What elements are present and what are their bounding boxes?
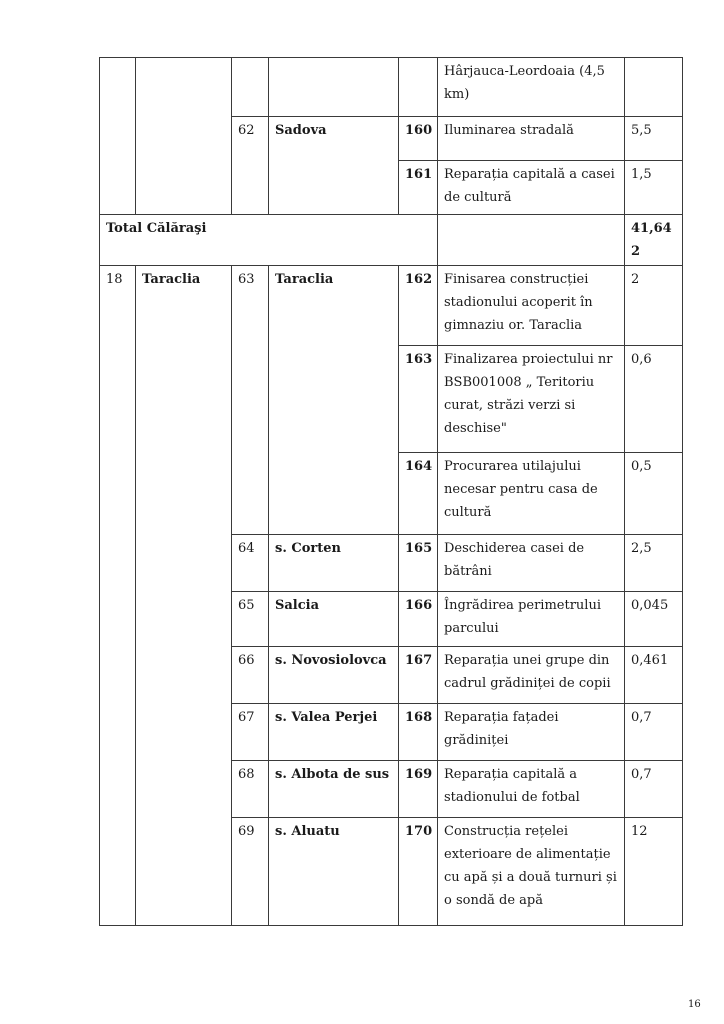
total-label: Total Călăraşi [100, 215, 438, 266]
locality-no-cell: 66 [232, 647, 269, 704]
project-no-cell: 168 [399, 704, 438, 761]
project-no-cell: 167 [399, 647, 438, 704]
locality-name-cell [269, 58, 399, 117]
project-text-cell: Finalizarea proiectului nr BSB001008 „ Teritoriu curat, străzi verzi si deschise" [438, 346, 625, 453]
project-no-cell: 160 [399, 117, 438, 161]
locality-no-cell: 65 [232, 592, 269, 647]
project-text-cell: Îngrădirea perimetrului parcului [438, 592, 625, 647]
locality-name-cell: s. Aluatu [269, 818, 399, 926]
table-row [100, 266, 683, 346]
project-value-cell: 0,5 [625, 453, 683, 535]
locality-no-cell: 68 [232, 761, 269, 818]
project-text-cell: Procurarea utilajului necesar pentru casa de cultură [438, 453, 625, 535]
project-no-cell: 170 [399, 818, 438, 926]
locality-no-cell: 69 [232, 818, 269, 926]
project-text-cell: Construcția rețelei exterioare de alimentație cu apă și a două turnuri și o sondă de apă [438, 818, 625, 926]
project-value-cell: 0,461 [625, 647, 683, 704]
district-name-cell [136, 58, 232, 215]
locality-name-cell: s. Albota de sus [269, 761, 399, 818]
total-value: 41,642 [625, 215, 683, 266]
project-no-cell: 164 [399, 453, 438, 535]
project-text-cell: Iluminarea stradală [438, 117, 625, 161]
project-value-cell: 0,7 [625, 704, 683, 761]
locality-name-cell: Taraclia [269, 266, 399, 535]
locality-no-cell: 64 [232, 535, 269, 592]
project-value-cell: 1,5 [625, 161, 683, 215]
project-value-cell: 2 [625, 266, 683, 346]
project-value-cell [625, 58, 683, 117]
locality-no-cell: 67 [232, 704, 269, 761]
district-no-cell [100, 58, 136, 215]
project-no-cell: 169 [399, 761, 438, 818]
project-no-cell: 166 [399, 592, 438, 647]
locality-no-cell [232, 58, 269, 117]
project-value-cell: 0,6 [625, 346, 683, 453]
locality-name-cell: Salcia [269, 592, 399, 647]
project-no-cell [399, 58, 438, 117]
project-text-cell: Reparația capitală a casei de cultură [438, 161, 625, 215]
project-no-cell: 162 [399, 266, 438, 346]
project-value-cell: 0,7 [625, 761, 683, 818]
project-value-cell: 5,5 [625, 117, 683, 161]
district-no-cell: 18 [100, 266, 136, 926]
budget-table [99, 57, 683, 926]
district-name-cell: Taraclia [136, 266, 232, 926]
locality-no-cell: 63 [232, 266, 269, 535]
page-number: 16 [688, 999, 701, 1010]
project-text-cell: Hârjauca-Leordoaia (4,5 km) [438, 58, 625, 117]
project-text-cell: Reparația unei grupe din cadrul grădiniței de copii [438, 647, 625, 704]
locality-name-cell: s. Corten [269, 535, 399, 592]
project-no-cell: 165 [399, 535, 438, 592]
table-row [100, 58, 683, 117]
project-value-cell: 2,5 [625, 535, 683, 592]
project-text-cell: Finisarea construcției stadionului acoperit în gimnaziu or. Taraclia [438, 266, 625, 346]
project-text-cell: Reparația capitală a stadionului de fotbal [438, 761, 625, 818]
project-value-cell: 12 [625, 818, 683, 926]
locality-name-cell: s. Novosiolovca [269, 647, 399, 704]
project-value-cell: 0,045 [625, 592, 683, 647]
total-row [100, 215, 683, 266]
project-text-cell: Reparația fațadei grădiniței [438, 704, 625, 761]
project-no-cell: 163 [399, 346, 438, 453]
project-text-cell: Deschiderea casei de bătrâni [438, 535, 625, 592]
project-no-cell: 161 [399, 161, 438, 215]
locality-name-cell: Sadova [269, 117, 399, 215]
locality-no-cell: 62 [232, 117, 269, 215]
locality-name-cell: s. Valea Perjei [269, 704, 399, 761]
total-spacer-cell [438, 215, 625, 266]
